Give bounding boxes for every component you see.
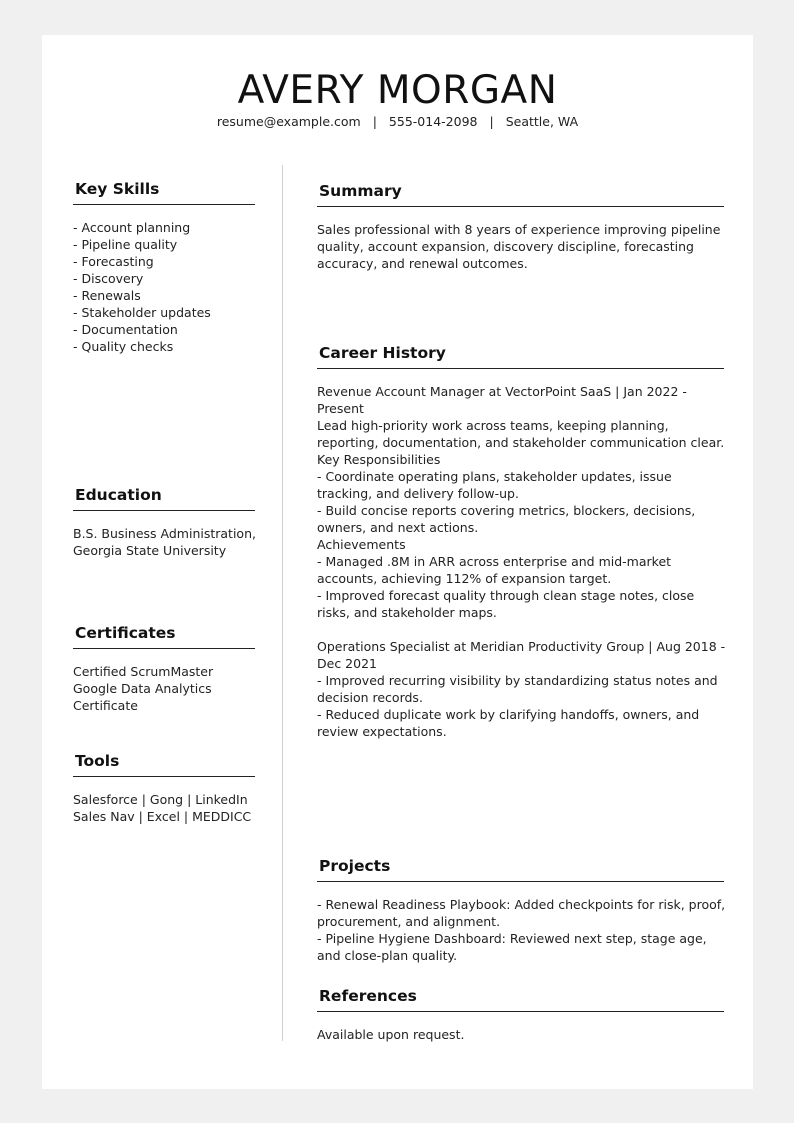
references-heading: References	[317, 986, 724, 1012]
column-divider	[282, 165, 283, 1041]
job-heading: Operations Specialist at Meridian Productivity Group | Aug 2018 - Dec 2021	[317, 639, 726, 671]
tools-text	[73, 791, 258, 825]
key-skills-list	[73, 219, 258, 355]
contact-location: Seattle, WA	[505, 114, 579, 129]
certificate-line: Certificate	[73, 698, 138, 713]
career-history-text	[317, 383, 727, 740]
certificates-text	[73, 663, 258, 714]
certificates-heading: Certificates	[73, 623, 255, 649]
skill-item: - Account planning	[73, 220, 191, 235]
responsibilities-label: Key Responsibilities	[317, 452, 441, 467]
candidate-name: AVERY MORGAN	[237, 68, 558, 113]
projects-heading: Projects	[317, 856, 724, 882]
certificate-line: Certified ScrumMaster	[73, 664, 214, 679]
skill-item: - Discovery	[73, 271, 144, 286]
spacer	[317, 621, 727, 638]
education-text	[73, 525, 258, 559]
skill-item: - Stakeholder updates	[73, 305, 211, 320]
contact-line	[42, 114, 753, 129]
job-bullet: - Improved recurring visibility by standardizing status notes and decision records.	[317, 673, 718, 705]
resume-page	[42, 35, 753, 1089]
tools-heading: Tools	[73, 751, 255, 777]
project-item: - Renewal Readiness Playbook: Added checkpoints for risk, proof, procurement, and alignment.	[317, 897, 726, 929]
summary-text: Sales professional with 8 years of experience improving pipeline quality, account expansion, discovery discipline, forecasting accuracy, and renewal outcomes.	[317, 222, 721, 271]
responsibility-item: - Build concise reports covering metrics, blockers, decisions, owners, and next actions.	[317, 503, 696, 535]
contact-separator: |	[372, 114, 377, 129]
tools-line: Sales Nav | Excel | MEDDICC	[73, 809, 252, 824]
skill-item: - Pipeline quality	[73, 237, 178, 252]
education-school: Georgia State University	[73, 543, 227, 558]
education-heading: Education	[73, 485, 255, 511]
skill-item: - Documentation	[73, 322, 178, 337]
responsibility-item: - Coordinate operating plans, stakeholder updates, issue tracking, and delivery follow-up.	[317, 469, 672, 501]
achievement-item: - Managed .8M in ARR across enterprise and mid-market accounts, achieving 112% of expansion target.	[317, 554, 672, 586]
achievements-label: Achievements	[317, 537, 406, 552]
contact-phone: 555-014-2098	[388, 114, 478, 129]
skill-item: - Quality checks	[73, 339, 174, 354]
skill-item: - Forecasting	[73, 254, 154, 269]
projects-text	[317, 896, 727, 964]
education-degree: B.S. Business Administration,	[73, 526, 256, 541]
job-intro: Lead high-priority work across teams, keeping planning, reporting, documentation, and stakeholder communication clear.	[317, 418, 725, 450]
job-heading: Revenue Account Manager at VectorPoint SaaS | Jan 2022 - Present	[317, 384, 687, 416]
references-text: Available upon request.	[317, 1027, 465, 1042]
tools-line: Salesforce | Gong | LinkedIn	[73, 792, 248, 807]
achievement-item: - Improved forecast quality through clean stage notes, close risks, and stakeholder maps.	[317, 588, 695, 620]
key-skills-heading: Key Skills	[73, 179, 255, 205]
summary-heading: Summary	[317, 181, 724, 207]
job-bullet: - Reduced duplicate work by clarifying handoffs, owners, and review expectations.	[317, 707, 700, 739]
certificate-line: Google Data Analytics	[73, 681, 212, 696]
contact-separator: |	[489, 114, 494, 129]
contact-email: resume@example.com	[216, 114, 361, 129]
skill-item: - Renewals	[73, 288, 141, 303]
career-history-heading: Career History	[317, 343, 724, 369]
project-item: - Pipeline Hygiene Dashboard: Reviewed next step, stage age, and close-plan quality.	[317, 931, 707, 963]
